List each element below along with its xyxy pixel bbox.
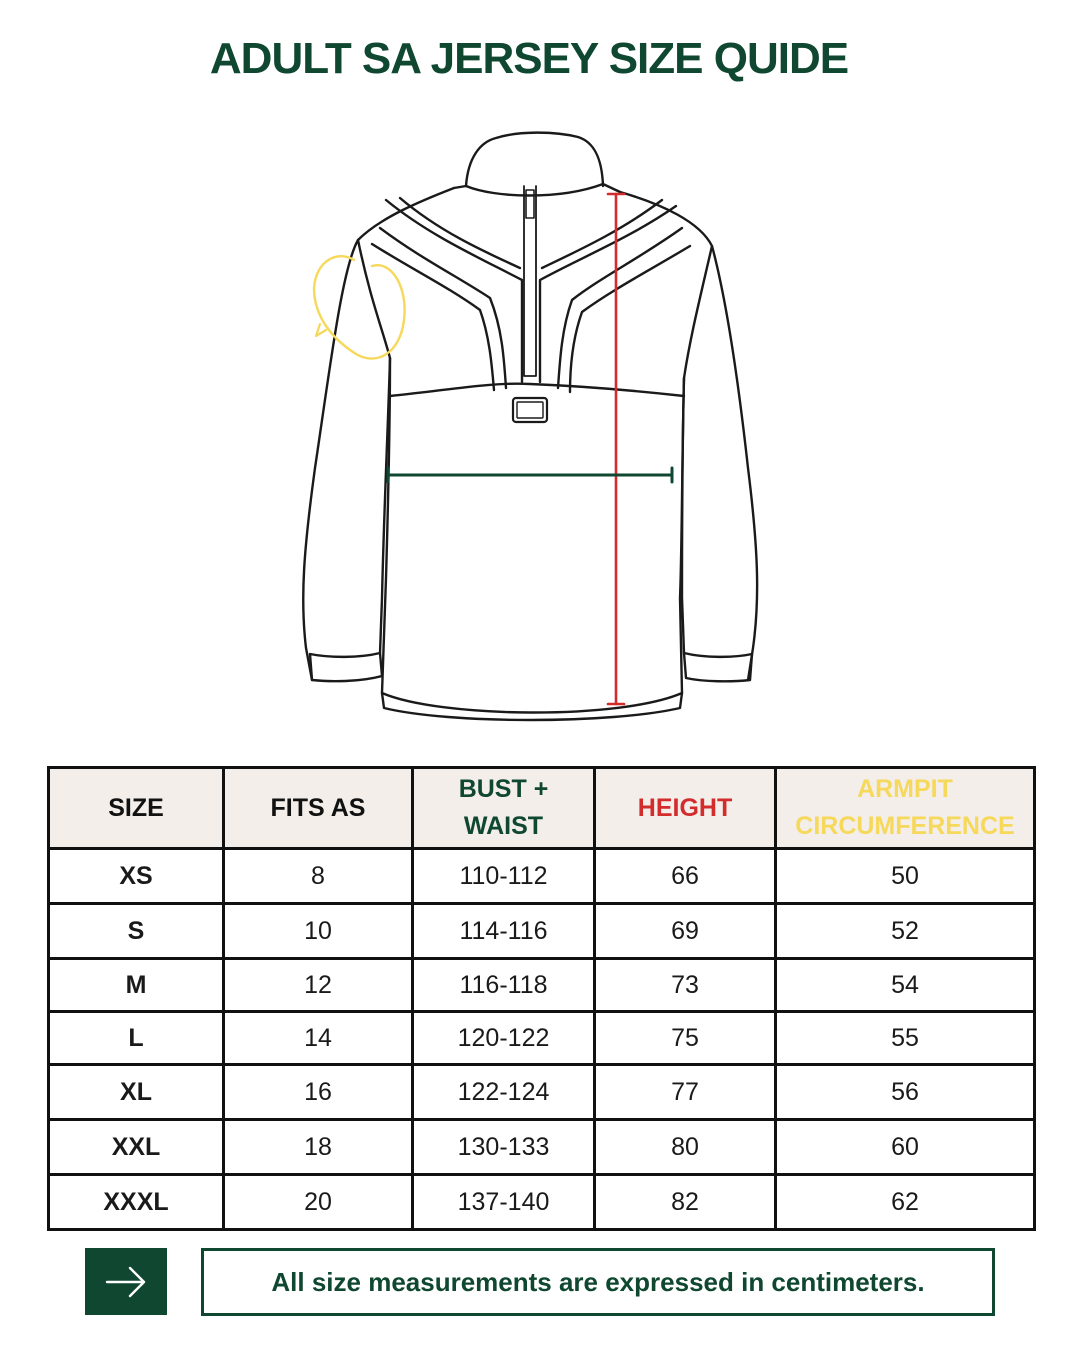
cell-fits-as: 8 (224, 849, 413, 904)
cell-fits-as: 18 (224, 1120, 413, 1175)
header-bust-line2: WAIST (463, 812, 544, 840)
table-row (49, 1065, 1035, 1120)
table-header-row (49, 768, 1035, 849)
cell-size: XS (49, 849, 224, 904)
measurement-note: All size measurements are expressed in centimeters. (201, 1248, 995, 1316)
chevron-left-1 (386, 200, 522, 382)
table-row (49, 1120, 1035, 1175)
header-size: SIZE (49, 768, 224, 849)
chevron-right-4 (570, 246, 690, 392)
cell-armpit: 62 (776, 1175, 1035, 1230)
cell-size: XXL (49, 1120, 224, 1175)
chest-badge-inner (517, 402, 543, 418)
cell-bust-waist: 116-118 (413, 959, 595, 1012)
cell-fits-as: 10 (224, 904, 413, 959)
cell-height: 73 (595, 959, 776, 1012)
header-armpit (776, 768, 1035, 849)
right-cuff (684, 653, 752, 681)
cell-fits-as: 14 (224, 1012, 413, 1065)
header-bust-waist (413, 768, 595, 849)
cell-height: 75 (595, 1012, 776, 1065)
header-armpit-line2: CIRCUMFERENCE (795, 812, 1015, 840)
cell-armpit: 52 (776, 904, 1035, 959)
cell-height: 82 (595, 1175, 776, 1230)
cell-height: 69 (595, 904, 776, 959)
cell-size: L (49, 1012, 224, 1065)
table-row (49, 1175, 1035, 1230)
size-chart-table (47, 766, 1036, 1231)
table-row (49, 904, 1035, 959)
collar-outline (466, 133, 603, 186)
page-title: ADULT SA JERSEY SIZE QUIDE (209, 34, 849, 83)
cell-size: XL (49, 1065, 224, 1120)
arrow-right-icon (85, 1248, 167, 1315)
cell-armpit: 55 (776, 1012, 1035, 1065)
right-sleeve-inner (682, 246, 712, 653)
cell-bust-waist: 114-116 (413, 904, 595, 959)
cell-bust-waist: 120-122 (413, 1012, 595, 1065)
table-row (49, 1012, 1035, 1065)
cell-height: 80 (595, 1120, 776, 1175)
left-cuff (310, 653, 382, 681)
cell-fits-as: 16 (224, 1065, 413, 1120)
header-fits-as: FITS AS (224, 768, 413, 849)
cell-fits-as: 20 (224, 1175, 413, 1230)
armpit-marker (314, 256, 405, 358)
cell-height: 77 (595, 1065, 776, 1120)
chevron-left-2 (400, 198, 520, 268)
cell-armpit: 60 (776, 1120, 1035, 1175)
chevron-right-2 (542, 200, 662, 268)
cell-size: M (49, 959, 224, 1012)
header-bust-line1: BUST + (458, 775, 549, 803)
cell-bust-waist: 137-140 (413, 1175, 595, 1230)
header-height: HEIGHT (595, 768, 776, 849)
header-armpit-line1: ARMPIT (857, 775, 953, 803)
cell-size: S (49, 904, 224, 959)
jersey-icon (290, 128, 770, 728)
yoke-seam (390, 384, 684, 396)
jersey-body-outline (303, 188, 757, 680)
table-row (49, 849, 1035, 904)
cell-fits-as: 12 (224, 959, 413, 1012)
cell-size: XXXL (49, 1175, 224, 1230)
cell-armpit: 50 (776, 849, 1035, 904)
cell-armpit: 54 (776, 959, 1035, 1012)
cell-bust-waist: 110-112 (413, 849, 595, 904)
cell-bust-waist: 130-133 (413, 1120, 595, 1175)
cell-height: 66 (595, 849, 776, 904)
zipper-pull (526, 190, 534, 218)
table-row (49, 959, 1035, 1012)
cell-armpit: 56 (776, 1065, 1035, 1120)
hem (382, 693, 682, 720)
cell-bust-waist: 122-124 (413, 1065, 595, 1120)
